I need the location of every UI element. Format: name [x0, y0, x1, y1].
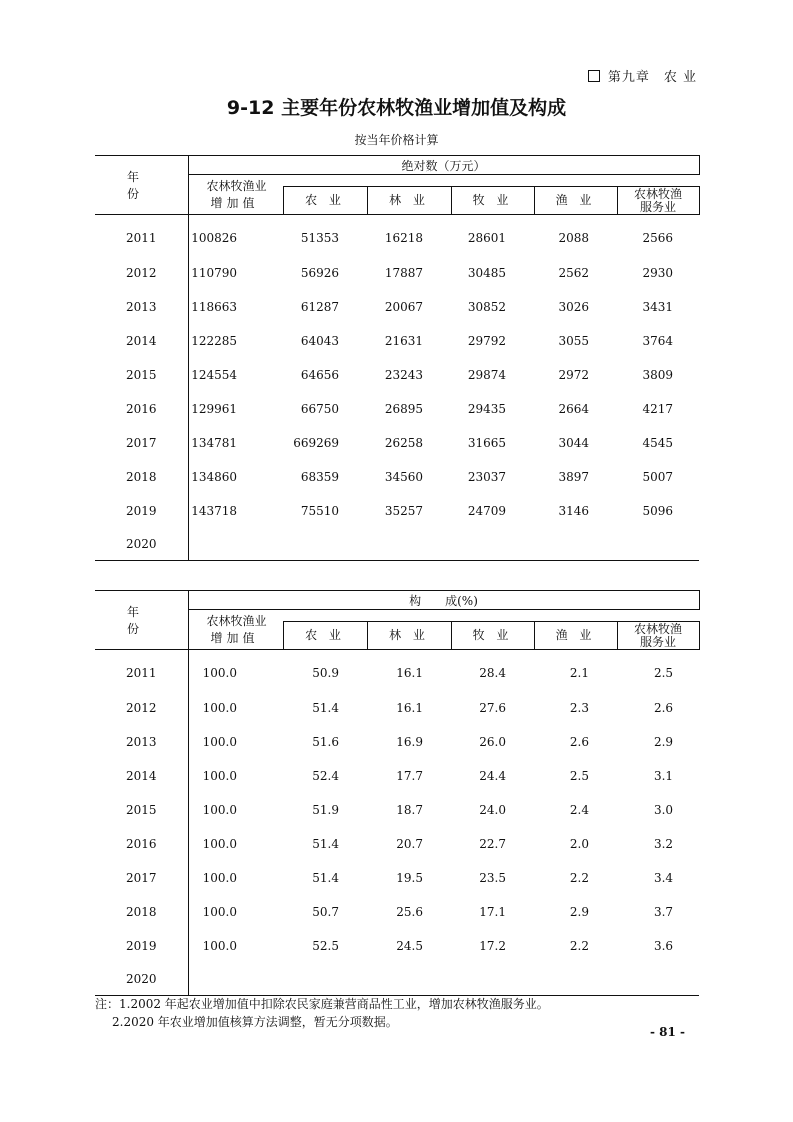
- fishery-column-header: 渔 业: [534, 187, 617, 215]
- year-cell: 2016: [125, 837, 157, 851]
- service-cell: 3809: [642, 368, 674, 382]
- service-cell: 4217: [642, 402, 674, 416]
- year-cell: 2011: [125, 665, 157, 680]
- agriculture-cell: 64656: [300, 368, 339, 382]
- husbandry-cell: 30852: [467, 300, 506, 314]
- forestry-cell: 19.5: [396, 871, 423, 885]
- service-cell: [617, 963, 699, 996]
- service-header-line2: 服务业: [640, 634, 677, 649]
- forestry-cell: 16.1: [396, 701, 423, 715]
- table-row: [95, 460, 699, 494]
- forestry-cell: 24.5: [396, 939, 423, 953]
- chapter-header: [588, 66, 697, 85]
- table-row: [95, 691, 699, 725]
- total-cell: 100.0: [188, 725, 283, 759]
- year-cell: 2019: [125, 939, 157, 953]
- composition-table-body: [95, 650, 699, 996]
- forestry-cell: 21631: [384, 334, 423, 348]
- table-row: [95, 426, 699, 460]
- agriculture-cell: 61287: [300, 300, 339, 314]
- agriculture-cell: 64043: [300, 334, 339, 348]
- year-cell: 2020: [95, 963, 188, 996]
- year-cell: 2017: [125, 436, 157, 450]
- husbandry-cell: 28.4: [479, 665, 506, 680]
- forestry-cell: [367, 963, 451, 996]
- table-row: [95, 929, 699, 963]
- agriculture-cell: 52.4: [312, 769, 339, 783]
- total-cell: 124554: [188, 358, 283, 392]
- forestry-cell: 17887: [384, 266, 423, 280]
- service-header-line2: 服务业: [640, 199, 677, 214]
- forestry-cell: 35257: [384, 504, 423, 518]
- husbandry-cell: 29874: [467, 368, 506, 382]
- table-row: [95, 392, 699, 426]
- table-row: [95, 256, 699, 290]
- agriculture-cell: 66750: [300, 402, 339, 416]
- service-cell: [617, 528, 699, 561]
- forestry-cell: 18.7: [396, 803, 423, 817]
- year-column-header: 年 份: [95, 156, 188, 215]
- year-cell: 2020: [95, 528, 188, 561]
- fishery-cell: 3044: [558, 436, 589, 450]
- year-cell: 2019: [125, 504, 157, 518]
- year-cell: 2013: [125, 735, 157, 749]
- forestry-cell: 20.7: [396, 837, 423, 851]
- husbandry-cell: 22.7: [479, 837, 506, 851]
- total-cell: 100.0: [188, 759, 283, 793]
- agriculture-column-header: 农 业: [283, 622, 367, 650]
- forestry-column-header: 林 业: [367, 187, 451, 215]
- husbandry-column-header: 牧 业: [451, 187, 534, 215]
- service-cell: 4545: [642, 436, 674, 450]
- husbandry-cell: 26.0: [479, 735, 506, 749]
- year-cell: 2014: [125, 769, 157, 783]
- year-column-header: 年 份: [95, 591, 188, 650]
- agriculture-cell: 51.4: [312, 701, 339, 715]
- total-header-line1: 农林牧渔业: [206, 613, 267, 628]
- husbandry-cell: 28601: [467, 230, 506, 245]
- service-cell: 2.5: [653, 665, 674, 680]
- total-column-header: [188, 175, 283, 215]
- service-cell: 3.1: [653, 769, 674, 783]
- service-cell: 2.6: [653, 701, 674, 715]
- absolute-table-body: [95, 215, 699, 561]
- table-row: [95, 759, 699, 793]
- service-cell: 3764: [642, 334, 674, 348]
- total-header-line2: 增加值: [210, 630, 259, 645]
- agriculture-cell: 51.4: [312, 871, 339, 885]
- forestry-cell: 34560: [384, 470, 423, 484]
- husbandry-cell: 24.4: [479, 769, 506, 783]
- total-cell: 100.0: [188, 691, 283, 725]
- fishery-cell: 2562: [558, 266, 589, 280]
- year-cell: 2017: [125, 871, 157, 885]
- fishery-cell: [534, 963, 617, 996]
- agriculture-cell: 51.9: [312, 803, 339, 817]
- husbandry-cell: 17.1: [479, 905, 506, 919]
- total-cell: [188, 963, 283, 996]
- husbandry-cell: 24.0: [479, 803, 506, 817]
- table-row: [95, 358, 699, 392]
- table-row: [95, 215, 699, 257]
- fishery-cell: 2.0: [569, 837, 589, 851]
- year-cell: 2018: [125, 905, 157, 919]
- service-header-line1: 农林牧渔: [634, 186, 683, 201]
- husbandry-cell: 23037: [467, 470, 506, 484]
- table-row: [95, 793, 699, 827]
- forestry-cell: 23243: [384, 368, 423, 382]
- husbandry-cell: [451, 528, 534, 561]
- husbandry-cell: 24709: [467, 504, 506, 518]
- page-number: - 81 -: [649, 1025, 685, 1039]
- page-subtitle: 按当年价格计算: [354, 133, 439, 147]
- agriculture-cell: 669269: [293, 436, 339, 450]
- total-cell: 100.0: [188, 650, 283, 692]
- total-cell: 118663: [188, 290, 283, 324]
- service-cell: 3.0: [653, 803, 674, 817]
- year-cell: 2015: [125, 368, 157, 382]
- total-header-line1: 农林牧渔业: [206, 178, 267, 193]
- forestry-cell: 16.9: [396, 735, 423, 749]
- agriculture-cell: 56926: [300, 266, 339, 280]
- fishery-cell: 2.1: [569, 665, 589, 680]
- total-cell: 122285: [188, 324, 283, 358]
- total-cell: 110790: [188, 256, 283, 290]
- agriculture-cell: 51353: [300, 230, 339, 245]
- table-row: [95, 494, 699, 528]
- forestry-column-header: 林 业: [367, 622, 451, 650]
- agriculture-cell: 52.5: [312, 939, 339, 953]
- chapter-label: 第九章 农 业: [607, 70, 697, 85]
- forestry-cell: [367, 528, 451, 561]
- husbandry-cell: [451, 963, 534, 996]
- fishery-column-header: 渔 业: [534, 622, 617, 650]
- table-row: [95, 861, 699, 895]
- husbandry-column-header: 牧 业: [451, 622, 534, 650]
- total-cell: 134860: [188, 460, 283, 494]
- year-cell: 2012: [125, 266, 157, 280]
- fishery-cell: 2.2: [569, 939, 589, 953]
- husbandry-cell: 27.6: [479, 701, 506, 715]
- table-row: [95, 290, 699, 324]
- service-cell: 2566: [642, 230, 674, 245]
- husbandry-cell: 17.2: [479, 939, 506, 953]
- footnotes: [95, 995, 549, 1031]
- year-cell: 2013: [125, 300, 157, 314]
- total-header-line2: 增加值: [210, 195, 259, 210]
- forestry-cell: 25.6: [396, 905, 423, 919]
- table-row: [95, 650, 699, 692]
- fishery-cell: 2664: [558, 402, 589, 416]
- absolute-group-header: 绝对数（万元）: [188, 156, 699, 175]
- fishery-cell: 2088: [558, 230, 589, 245]
- service-column-header: [617, 622, 699, 650]
- forestry-cell: 16.1: [396, 665, 423, 680]
- page-title: 9-12 主要年份农林牧渔业增加值及构成: [226, 97, 567, 119]
- year-cell: 2015: [125, 803, 157, 817]
- total-cell: 143718: [188, 494, 283, 528]
- table-row: [95, 895, 699, 929]
- service-cell: 3.4: [653, 871, 674, 885]
- forestry-cell: 26895: [384, 402, 423, 416]
- forestry-cell: 26258: [384, 436, 423, 450]
- husbandry-cell: 23.5: [479, 871, 506, 885]
- total-cell: 100826: [188, 215, 283, 257]
- absolute-value-table: [95, 155, 700, 561]
- agriculture-cell: [283, 528, 367, 561]
- service-cell: 2930: [642, 266, 674, 280]
- service-cell: 3.6: [653, 939, 674, 953]
- year-cell: 2012: [125, 701, 157, 715]
- forestry-cell: 16218: [384, 230, 423, 245]
- agriculture-cell: 50.9: [312, 665, 339, 680]
- fishery-cell: 2.5: [569, 769, 589, 783]
- total-cell: 134781: [188, 426, 283, 460]
- total-cell: 129961: [188, 392, 283, 426]
- husbandry-cell: 29792: [467, 334, 506, 348]
- service-cell: 5007: [642, 470, 674, 484]
- year-cell: 2018: [125, 470, 157, 484]
- agriculture-cell: 75510: [300, 504, 339, 518]
- service-header-line1: 农林牧渔: [634, 621, 683, 636]
- agriculture-column-header: 农 业: [283, 187, 367, 215]
- table-row: [95, 528, 699, 561]
- table-row: [95, 324, 699, 358]
- agriculture-cell: 50.7: [312, 905, 339, 919]
- service-cell: 2.9: [653, 735, 674, 749]
- fishery-cell: 2.9: [569, 905, 589, 919]
- square-bullet-icon: [588, 70, 600, 82]
- year-cell: 2014: [125, 334, 157, 348]
- table-row: [95, 725, 699, 759]
- year-cell: 2011: [125, 230, 157, 245]
- fishery-cell: 2.2: [569, 871, 589, 885]
- footnote-1: 注：1.2002 年起农业增加值中扣除农民家庭兼营商品性工业，增加农林牧渔服务业。: [95, 997, 549, 1011]
- table-row: [95, 827, 699, 861]
- service-cell: 5096: [642, 504, 674, 518]
- service-cell: 3.7: [653, 905, 674, 919]
- service-column-header: [617, 187, 699, 215]
- forestry-cell: 17.7: [396, 769, 423, 783]
- total-cell: [188, 528, 283, 561]
- composition-group-header: 构 成(%): [188, 591, 699, 610]
- total-cell: 100.0: [188, 861, 283, 895]
- fishery-cell: 2.6: [569, 735, 589, 749]
- fishery-cell: 3897: [558, 470, 589, 484]
- fishery-cell: [534, 528, 617, 561]
- husbandry-cell: 30485: [467, 266, 506, 280]
- total-column-header: [188, 610, 283, 650]
- fishery-cell: 3055: [558, 334, 589, 348]
- fishery-cell: 2972: [558, 368, 589, 382]
- total-cell: 100.0: [188, 793, 283, 827]
- service-cell: 3431: [642, 300, 674, 314]
- forestry-cell: 20067: [384, 300, 423, 314]
- table-row: [95, 963, 699, 996]
- service-cell: 3.2: [653, 837, 674, 851]
- husbandry-cell: 29435: [467, 402, 506, 416]
- agriculture-cell: [283, 963, 367, 996]
- agriculture-cell: 51.6: [312, 735, 339, 749]
- agriculture-cell: 51.4: [312, 837, 339, 851]
- total-cell: 100.0: [188, 895, 283, 929]
- total-cell: 100.0: [188, 827, 283, 861]
- footnote-2: 2.2020 年农业增加值核算方法调整，暂无分项数据。: [112, 1015, 398, 1029]
- agriculture-cell: 68359: [300, 470, 339, 484]
- husbandry-cell: 31665: [467, 436, 506, 450]
- year-cell: 2016: [125, 402, 157, 416]
- fishery-cell: 3146: [558, 504, 589, 518]
- fishery-cell: 3026: [558, 300, 589, 314]
- fishery-cell: 2.3: [569, 701, 589, 715]
- composition-table: [95, 590, 700, 996]
- fishery-cell: 2.4: [569, 803, 589, 817]
- total-cell: 100.0: [188, 929, 283, 963]
